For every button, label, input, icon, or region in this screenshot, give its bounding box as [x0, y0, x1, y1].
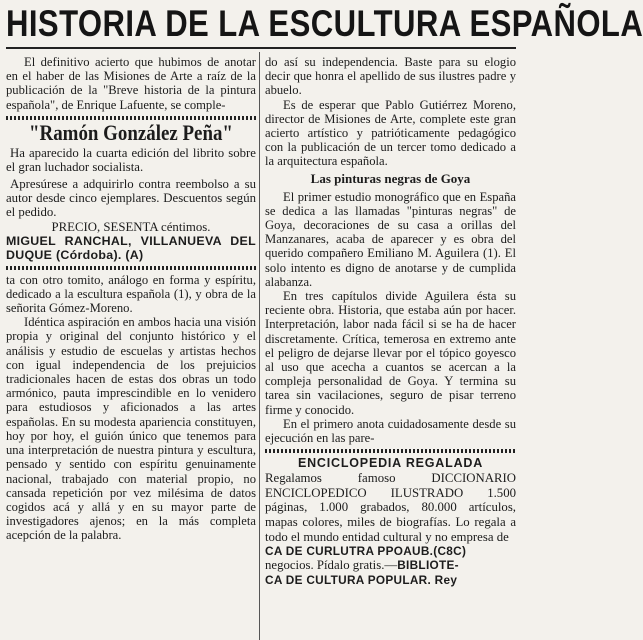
right-column — [265, 55, 516, 587]
goya-paragraph-1: El primer estudio monográfico que en España se dedica a las llamadas "pinturas negras" de Goya, decoraciones de su casa a orillas del Manzanares, acaba de aparecer y es obra del querido compañero Emiliano M. Aguilera (1). El solo intento es digno de anotarse y de cumplida alabanza. — [265, 189, 516, 289]
goya-paragraph-2: En tres capítulos divide Aguilera ésta su reciente obra. Historia, que estaba aún por hacer. Interpretación, labor nada fácil si se ha de hacer discretamente. Crítica, temerosa en extremo ante el peligro de dejarse llevar por el tópico goyesco al uso que acecha a cuantos se acercan a la compleja personalidad de Goya. Y termina su tarea sin vacilaciones, seguro de pisar terreno firme y conocido. — [265, 289, 516, 417]
ency-title: ENCICLOPEDIA REGALADA — [297, 456, 484, 471]
ency-publisher: CA DE CURLUTRA PPOAUB.(C8C) — [265, 544, 467, 559]
goya-subhead: Las pinturas negras de Goya — [310, 170, 471, 186]
goya-paragraph-3: En el primero anota cuidadosamente desde su ejecución en las pare- — [265, 416, 516, 446]
ad-box — [6, 116, 256, 270]
ad-line-1: Ha aparecido la cuarta edición del librito sobre el gran luchador socialista. — [6, 145, 256, 175]
ency-top-border — [265, 449, 516, 453]
headline: HISTORIA DE LA ESCULTURA ESPAÑOLA — [6, 3, 643, 44]
ad-bottom-border — [6, 266, 256, 270]
ad-line-2: Apresúrese a adquirirlo contra reembolso a su autor desde cinco ejemplares. Descuentos según el pedido. — [6, 176, 256, 220]
ad-price: PRECIO, SESENTA céntimos. — [51, 219, 211, 234]
ad-title: "Ramón González Peña" — [29, 119, 233, 145]
headline-rule — [6, 47, 516, 49]
ad-address: MIGUEL RANCHAL, VILLANUEVA DEL DUQUE (Córdoba). (A) — [6, 234, 256, 263]
article-continued: ta con otro tomito, análogo en forma y espíritu, dedicado a la escultura española (1), y obra de la señorita Gómez-Moreno. — [6, 272, 256, 316]
ency-body: Regalamos famoso DICCIONARIO ENCICLOPEDICO ILUSTRADO 1.500 páginas, 1.000 grabados, 80.000 artículos, mapas colores, miles de biografías. Lo regala a todo el mundo entidad cultural y no empresa de — [265, 471, 516, 544]
column-divider — [259, 52, 260, 640]
ency-library-cont: CA DE CULTURA POPULAR. Rey — [265, 572, 458, 587]
article-paragraph-2: Idéntica aspiración en ambos hacia una visión propia y original del conjunto histórico y el análisis y estudio de escuelas y artistas hechos con igual independencia de los prejuicios tradicionales hacen de estas dos obras un todo armónico, pauta imprescindible en lo venidero para estudiosos y aficionados a las artes españolas. En su modesta apariencia constituyen, hoy por hoy, el guión único que tenemos para una interpretación de nuestra pintura y escultura, pensado y sentido con espíritu genuinamente nacional, trabajado con material propio, no cansada repetición por vez milésima de datos cogidos acá y allá y en su mayor parte de investigadores ajenos; en la más completa acepción de la palabra. — [6, 315, 256, 543]
article-continuation: do así su independencia. Baste para su elogio decir que honra el apellido de sus ilustres padre y abuelo. — [265, 55, 516, 98]
left-column — [6, 55, 256, 543]
article-paragraph-3: Es de esperar que Pablo Gutiérrez Moreno, director de Misiones de Arte, complete este gran acierto artístico y patrióticamente pedagógico con la publicación de un tercer tomo dedicado a la arquitectura española. — [265, 97, 516, 169]
ency-ask-text: negocios. Pídalo gratis.— — [265, 558, 398, 573]
article-intro: El definitivo acierto que hubimos de anotar en el haber de las Misiones de Arte a raíz de la publicación de la "Breve historia de la pintura española", de Enrique Lafuente, se comple- — [6, 55, 256, 112]
ency-ask-line — [265, 558, 516, 573]
ency-library: BIBLIOTE- — [397, 558, 459, 573]
encyclopedia-ad — [265, 449, 516, 587]
